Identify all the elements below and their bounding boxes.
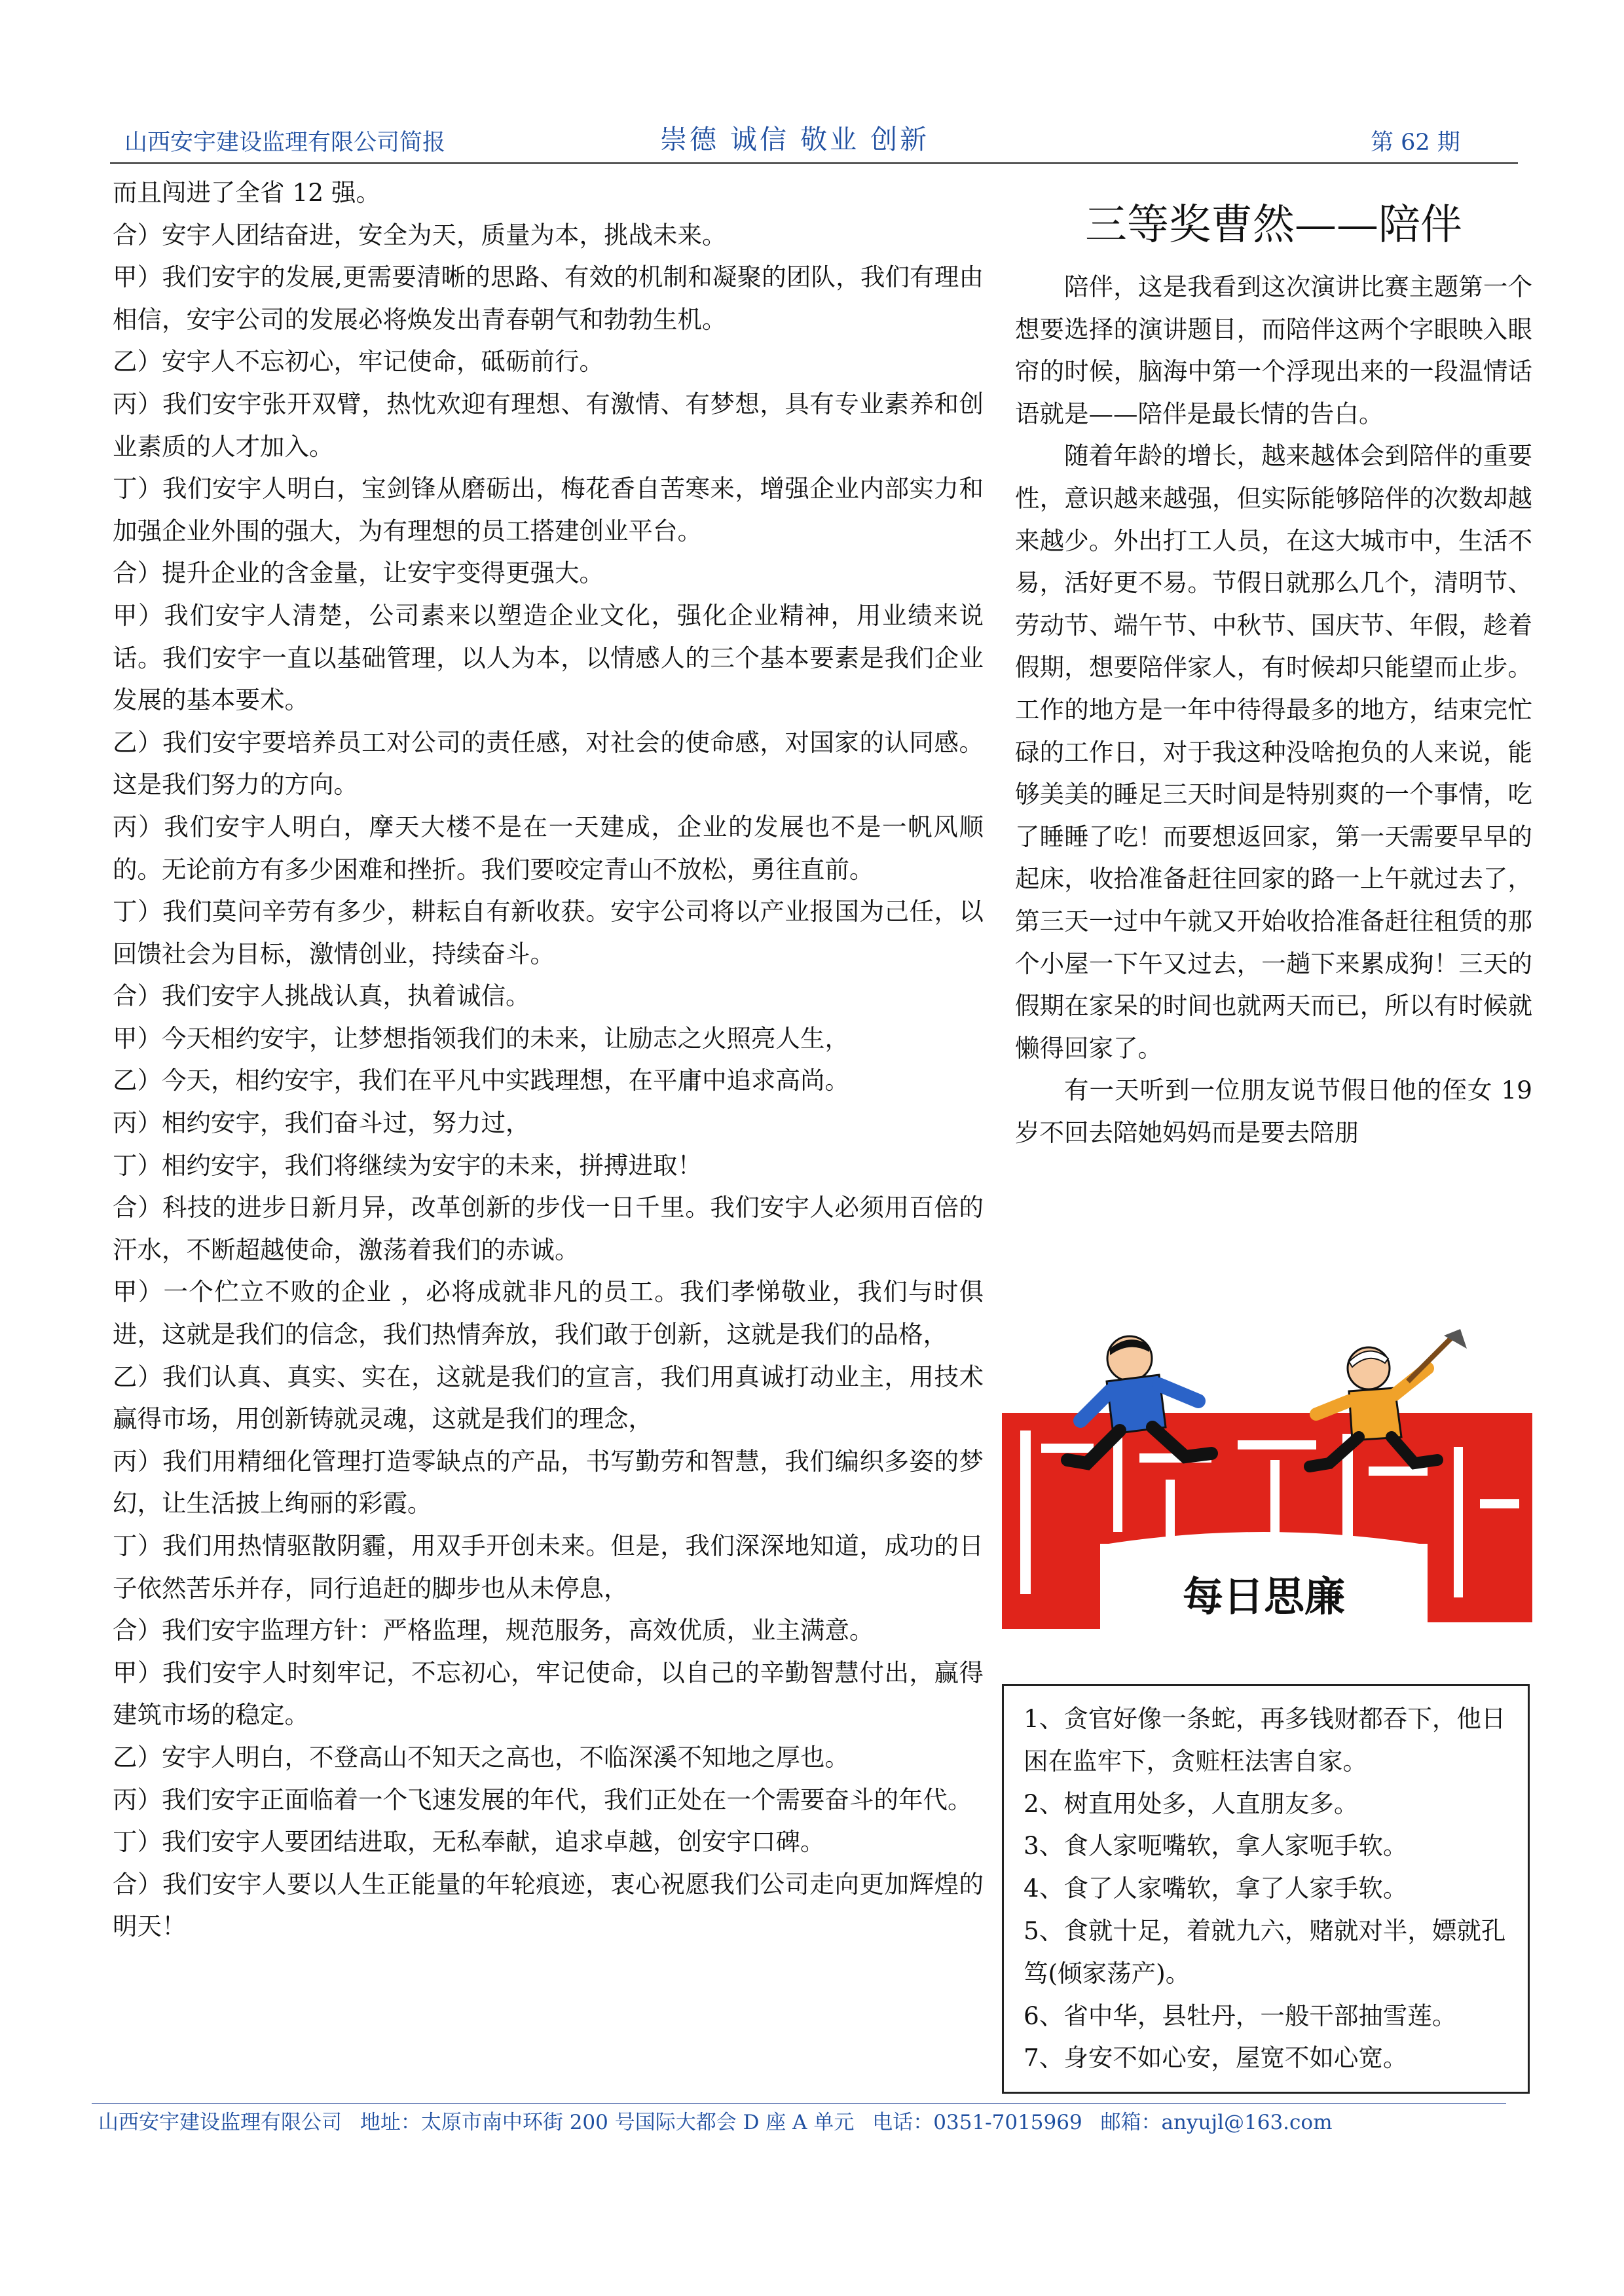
article-title: 三等奖曹然——陪伴 (1085, 201, 1462, 249)
right-column-article (1015, 172, 1532, 1154)
script-line: 丙）相约安宇，我们奋斗过，努力过， (113, 1108, 530, 1138)
script-line: 乙）安宇人不忘初心，牢记使命，砥砺前行。 (113, 347, 604, 376)
saying-item: 7、身安不如心安，屋宽不如心宽。 (1024, 2043, 1408, 2073)
footer-company: 山西安宇建设监理有限公司 (98, 2111, 342, 2134)
script-line: 合）提升企业的含金量，让安宇变得更强大。 (113, 558, 604, 588)
script-line: 乙）安宇人明白，不登高山不知天之高也，不临深溪不知地之厚也。 (113, 1742, 849, 1772)
saying-item: 3、食人家呃嘴软，拿人家呃手软。 (1024, 1831, 1408, 1861)
script-line: 乙）我们认真、真实、实在，这就是我们的宣言，我们用真诚打动业主，用技术赢得市场，用创新铸就灵魂，这就是我们的理念， (113, 1362, 984, 1434)
script-line: 丁）我们莫问辛劳有多少，耕耘自有新收获。安宇公司将以产业报国为己任，以回馈社会为目标，激情创业，持续奋斗。 (113, 897, 984, 968)
script-line: 丙）我们安宇人明白，摩天大楼不是在一天建成，企业的发展也不是一帆风顺的。无论前方有多少困难和挫折。我们要咬定青山不放松，勇往直前。 (113, 812, 984, 884)
script-line: 而且闯进了全省 12 强。 (113, 178, 381, 207)
saying-item: 5、食就十足，着就九六，赌就对半，嫖就孔笃(倾家荡产)。 (1024, 1916, 1506, 1988)
page-header (110, 118, 1518, 162)
script-line: 丙）我们安宇张开双臂，热忱欢迎有理想、有激情、有梦想，具有专业素养和创业素质的人才加入。 (113, 389, 984, 461)
header-motto: 崇德 诚信 敬业 创新 (660, 124, 930, 155)
saying-item: 6、省中华，县牡丹，一般干部抽雪莲。 (1024, 2001, 1457, 2030)
script-line: 甲）一个伫立不败的企业 ，必将成就非凡的员工。我们孝悌敬业，我们与时俱进，这就是我们的信念，我们热情奔放，我们敢于创新，这就是我们的品格， (113, 1277, 984, 1349)
script-line: 丁）相约安宇，我们将继续为安宇的未来，拼搏进取！ (113, 1150, 702, 1180)
anti-corruption-illustration (1002, 1329, 1532, 1676)
script-line: 乙）我们安宇要培养员工对公司的责任感，对社会的使命感，对国家的认同感。这是我们努力的方向。 (113, 727, 984, 799)
article-paragraph: 随着年龄的增长，越来越体会到陪伴的重要性，意识越来越强，但实际能够陪伴的次数却越来越少。外出打工人员，在这大城市中，生活不易，活好更不易。节假日就那么几个，清明节、劳动节、端午节、中秋节、国庆节、年假，趁着假期，想要陪伴家人，有时候却只能望而止步。工作的地方是一年中待得最多的地方，结束完忙碌的工作日，对于我这种没啥抱负的人来说，能够美美的睡足三天时间是特别爽的一个事情，吃了睡睡了吃！而要想返回家，第一天需要早早的起床，收拾准备赶往回家的路一上午就过去了，第三天一过中午就又开始收拾准备赶往租赁的那个小屋一下午又过去，一趟下来累成狗！三天的假期在家呆的时间也就两天而已，所以有时候就懒得回家了。 (1015, 441, 1532, 1063)
script-line: 丙）我们用精细化管理打造零缺点的产品，书写勤劳和智慧，我们编织多姿的梦幻，让生活披上绚丽的彩霞。 (113, 1446, 984, 1518)
left-column-script (113, 172, 984, 1948)
article-paragraph: 陪伴，这是我看到这次演讲比赛主题第一个想要选择的演讲题目，而陪伴这两个字眼映入眼帘的时候，脑海中第一个浮现出来的一段温情话语就是——陪伴是最长情的告白。 (1015, 272, 1532, 428)
footer-email[interactable]: 邮箱：anyujl@163.com (1100, 2111, 1333, 2134)
saying-item: 2、树直用处多，人直朋友多。 (1024, 1789, 1359, 1818)
header-company: 山西安宇建设监理有限公司简报 (124, 130, 446, 156)
script-line: 甲）我们安宇人清楚，公司素来以塑造企业文化，强化企业精神，用业绩来说话。我们安宇一直以基础管理，以人为本，以情感人的三个基本要素是我们企业发展的基本要术。 (113, 600, 984, 715)
saying-item: 4、食了人家嘴软，拿了人家手软。 (1024, 1874, 1408, 1903)
script-line: 丁）我们安宇人要团结进取，无私奉献，追求卓越，创安宇口碑。 (113, 1827, 825, 1857)
script-line: 合）我们安宇人挑战认真，执着诚信。 (113, 981, 530, 1011)
script-line: 乙）今天，相约安宇，我们在平凡中实践理想，在平庸中追求高尚。 (113, 1066, 849, 1095)
header-issue: 第 62 期 (1371, 130, 1460, 156)
script-line: 丁）我们用热情驱散阴霾，用双手开创未来。但是，我们深深地知道，成功的日子依然苦乐并存，同行追赶的脚步也从未停息， (113, 1531, 984, 1603)
script-line: 甲）我们安宇的发展,更需要清晰的思路、有效的机制和凝聚的团队，我们有理由相信，安宇公司的发展必将焕发出青春朝气和勃勃生机。 (113, 263, 984, 334)
script-line: 合）科技的进步日新月异，改革创新的步伐一日千里。我们安宇人必须用百倍的汗水，不断超越使命，激荡着我们的赤诚。 (113, 1193, 984, 1264)
cartoon-banner-graphic (1002, 1329, 1532, 1676)
footer-divider (92, 2103, 1506, 2104)
script-line: 丙）我们安宇正面临着一个飞速发展的年代，我们正处在一个需要奋斗的年代。 (113, 1785, 972, 1814)
footer-phone: 电话：0351-7015969 (872, 2111, 1082, 2134)
script-line: 合）我们安宇人要以人生正能量的年轮痕迹，衷心祝愿我们公司走向更加辉煌的明天！ (113, 1869, 984, 1941)
script-line: 甲）今天相约安宇，让梦想指领我们的未来，让励志之火照亮人生， (113, 1023, 849, 1053)
script-line: 甲）我们安宇人时刻牢记，不忘初心，牢记使命，以自己的辛勤智慧付出，赢得建筑市场的稳定。 (113, 1658, 984, 1730)
script-line: 合）安宇人团结奋进，安全为天，质量为本，挑战未来。 (113, 220, 727, 249)
banner-title: 每日思廉 (1182, 1573, 1346, 1620)
script-line: 合）我们安宇监理方针：严格监理，规范服务，高效优质，业主满意。 (113, 1616, 874, 1645)
saying-item: 1、贪官好像一条蛇，再多钱财都吞下，他日困在监牢下，贪赃枉法害自家。 (1024, 1704, 1506, 1776)
article-paragraph: 有一天听到一位朋友说节假日他的侄女 19 岁不回去陪她妈妈而是要去陪朋 (1015, 1076, 1532, 1147)
page-footer (98, 2105, 1344, 2135)
sayings-box (1002, 1684, 1530, 2094)
script-line: 丁）我们安宇人明白，宝剑锋从磨砺出，梅花香自苦寒来，增强企业内部实力和加强企业外围的强大，为有理想的员工搭建创业平台。 (113, 474, 984, 545)
footer-address: 地址：太原市南中环街 200 号国际大都会 D 座 A 单元 (360, 2111, 855, 2134)
header-divider (110, 162, 1518, 164)
